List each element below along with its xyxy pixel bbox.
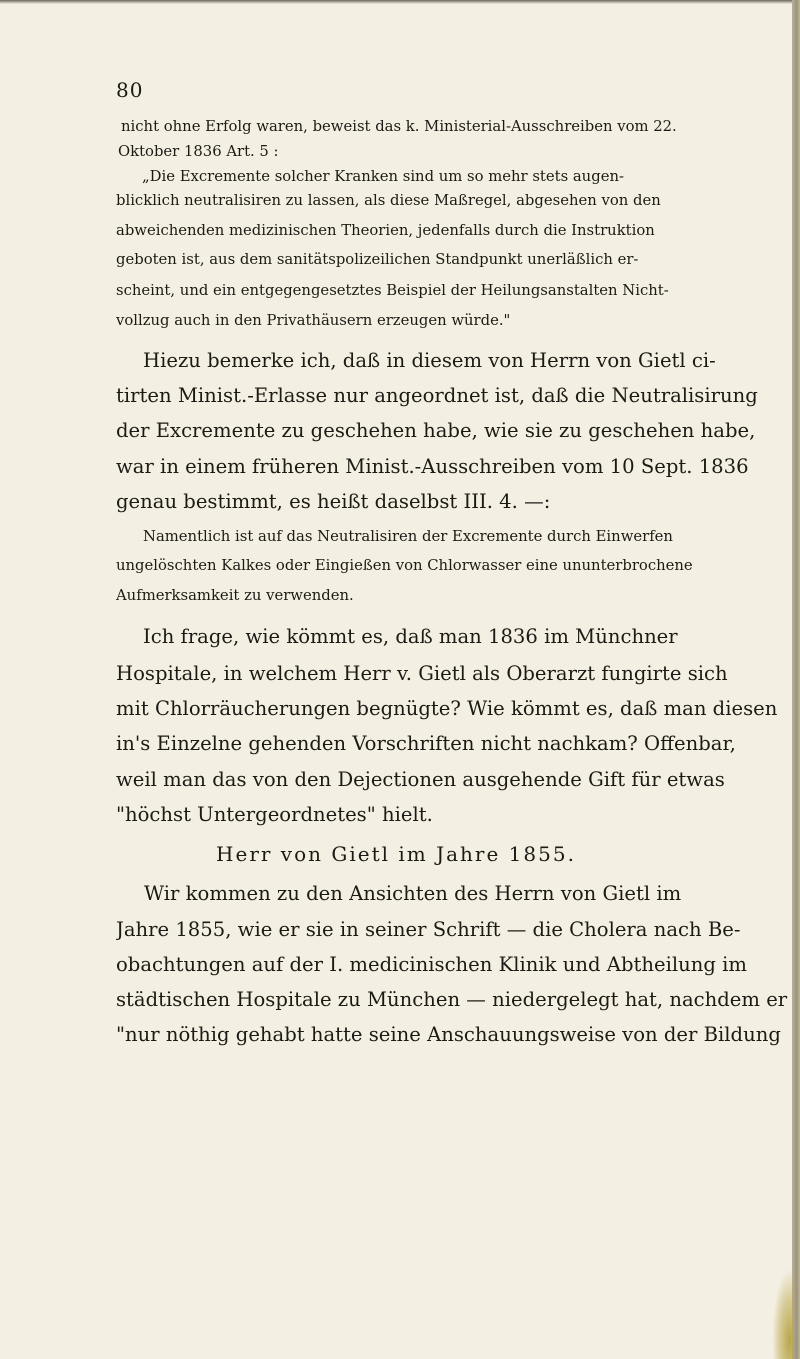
section-heading: Herr von Gietl im Jahre 1855. [216, 842, 576, 866]
quote-line: scheint, und ein entgegengesetztes Beispiel der Heilungsanstalten Nicht- [116, 282, 669, 299]
text-line: weil man das von den Dejectionen ausgehende Gift für etwas [116, 768, 725, 791]
text-line: Ich frage, wie kömmt es, daß man 1836 im Münchner [143, 625, 678, 648]
text-line: mit Chlorräucherungen begnügte? Wie kömmt es, daß man diesen [116, 697, 778, 720]
text-line: Wir kommen zu den Ansichten des Herrn von Gietl im [144, 882, 682, 905]
text-line: genau bestimmt, es heißt daselbst III. 4. —: [116, 490, 551, 513]
quote-line: Namentlich ist auf das Neutralisiren der Excremente durch Einwerfen [143, 528, 673, 545]
page-edge [792, 0, 800, 1359]
quote-line: blicklich neutralisiren zu lassen, als diese Maßregel, abgesehen von den [116, 192, 661, 209]
quote-line: „Die Excremente solcher Kranken sind um so mehr stets augen- [142, 168, 624, 185]
quote-line: abweichenden medizinischen Theorien, jedenfalls durch die Instruktion [116, 222, 655, 239]
text-line: in's Einzelne gehenden Vorschriften nicht nachkam? Offenbar, [116, 732, 736, 755]
text-line: "nur nöthig gehabt hatte seine Anschauungsweise von der Bildung [116, 1023, 781, 1046]
text-line: Hiezu bemerke ich, daß in diesem von Herrn von Gietl ci- [143, 349, 716, 372]
text-line: Jahre 1855, wie er sie in seiner Schrift — die Cholera nach Be- [116, 918, 741, 941]
text-line: tirten Minist.-Erlasse nur angeordnet ist, daß die Neutralisirung [116, 384, 758, 407]
text-line: der Excremente zu geschehen habe, wie sie zu geschehen habe, [116, 419, 756, 442]
quote-line: geboten ist, aus dem sanitätspolizeilichen Standpunkt unerläßlich er- [116, 251, 639, 268]
text-line: "höchst Untergeordnetes" hielt. [116, 803, 433, 826]
quote-line: Aufmerksamkeit zu verwenden. [116, 587, 354, 604]
text-line: obachtungen auf der I. medicinischen Klinik und Abtheilung im [116, 953, 747, 976]
page-number: 80 [116, 78, 144, 102]
paper-stain [772, 1269, 794, 1359]
text-line: Oktober 1836 Art. 5 : [118, 143, 279, 160]
page-top-shadow [0, 0, 800, 4]
quote-line: ungelöschten Kalkes oder Eingießen von Chlorwasser eine ununterbrochene [116, 557, 693, 574]
text-line: nicht ohne Erfolg waren, beweist das k. Ministerial-Ausschreiben vom 22. [121, 118, 677, 135]
text-line: städtischen Hospitale zu München — niedergelegt hat, nachdem er [116, 988, 788, 1011]
text-line: war in einem früheren Minist.-Ausschreiben vom 10 Sept. 1836 [116, 455, 749, 478]
text-line: Hospitale, in welchem Herr v. Gietl als Oberarzt fungirte sich [116, 662, 728, 685]
quote-line: vollzug auch in den Privathäusern erzeugen würde." [116, 312, 511, 329]
